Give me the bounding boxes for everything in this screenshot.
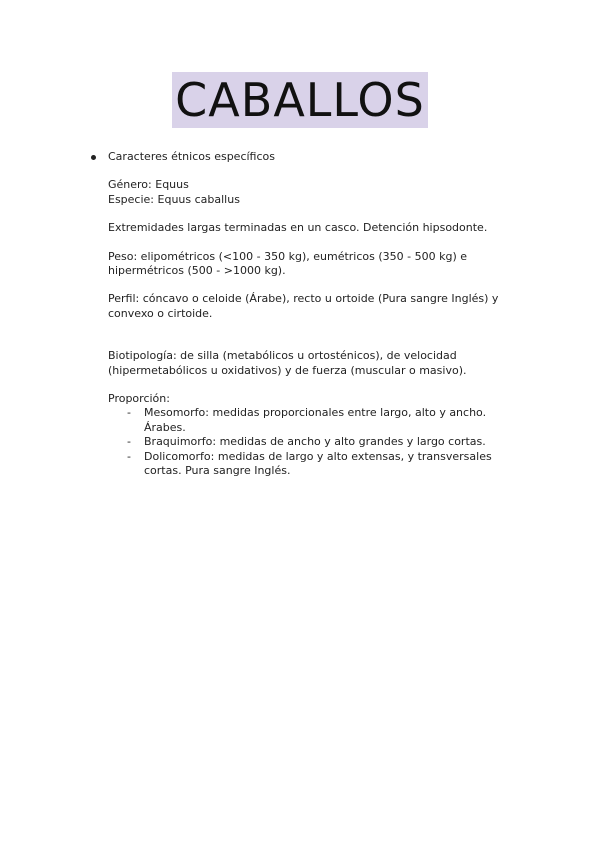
list-item	[108, 435, 518, 449]
genero-line: Género: Equus	[108, 178, 189, 192]
perfil-paragraph: Perfil: cóncavo o celoide (Árabe), recto u ortoide (Pura sangre Inglés) y convexo o cirtoide.	[108, 292, 499, 320]
proporcion-list	[108, 406, 518, 478]
peso-paragraph: Peso: elipométricos (<100 - 350 kg), eumétricos (350 - 500 kg) e hipermétricos (500 - >1000 kg).	[108, 249, 468, 278]
spacer	[108, 236, 518, 250]
list-item	[108, 406, 518, 435]
especie-line: Especie: Equus caballus	[108, 192, 240, 206]
list-item-text: Dolicomorfo: medidas de largo y alto extensas, y transversales cortas. Pura sangre Inglés.	[144, 449, 492, 478]
document-body	[108, 150, 518, 479]
section-heading: Caracteres étnicos específicos	[108, 150, 275, 163]
page-title: CABALLOS	[172, 72, 428, 128]
title-wrapper	[0, 72, 600, 128]
bullet-heading-row	[108, 150, 518, 164]
spacer	[108, 278, 518, 292]
dash-marker-icon: -	[127, 449, 131, 463]
spacer	[108, 321, 518, 349]
list-item-text: Mesomorfo: medidas proporcionales entre largo, alto y ancho. Árabes.	[144, 406, 487, 434]
spacer	[108, 378, 518, 392]
list-item	[108, 450, 518, 479]
dash-marker-icon: -	[127, 435, 131, 449]
spacer	[108, 207, 518, 221]
extremidades-paragraph: Extremidades largas terminadas en un casco. Detención hipsodonte.	[108, 221, 488, 235]
list-item-text: Braquimorfo: medidas de ancho y alto grandes y largo cortas.	[144, 435, 486, 449]
bullet-dot-icon	[91, 155, 96, 160]
dash-marker-icon: -	[127, 406, 131, 420]
biotipologia-paragraph: Biotipología: de silla (metabólicos u ortosténicos), de velocidad (hipermetabólicos u oxidativos) y de fuerza (muscular o masivo).	[108, 349, 467, 377]
spacer	[108, 164, 518, 178]
proporcion-heading: Proporción:	[108, 392, 170, 406]
